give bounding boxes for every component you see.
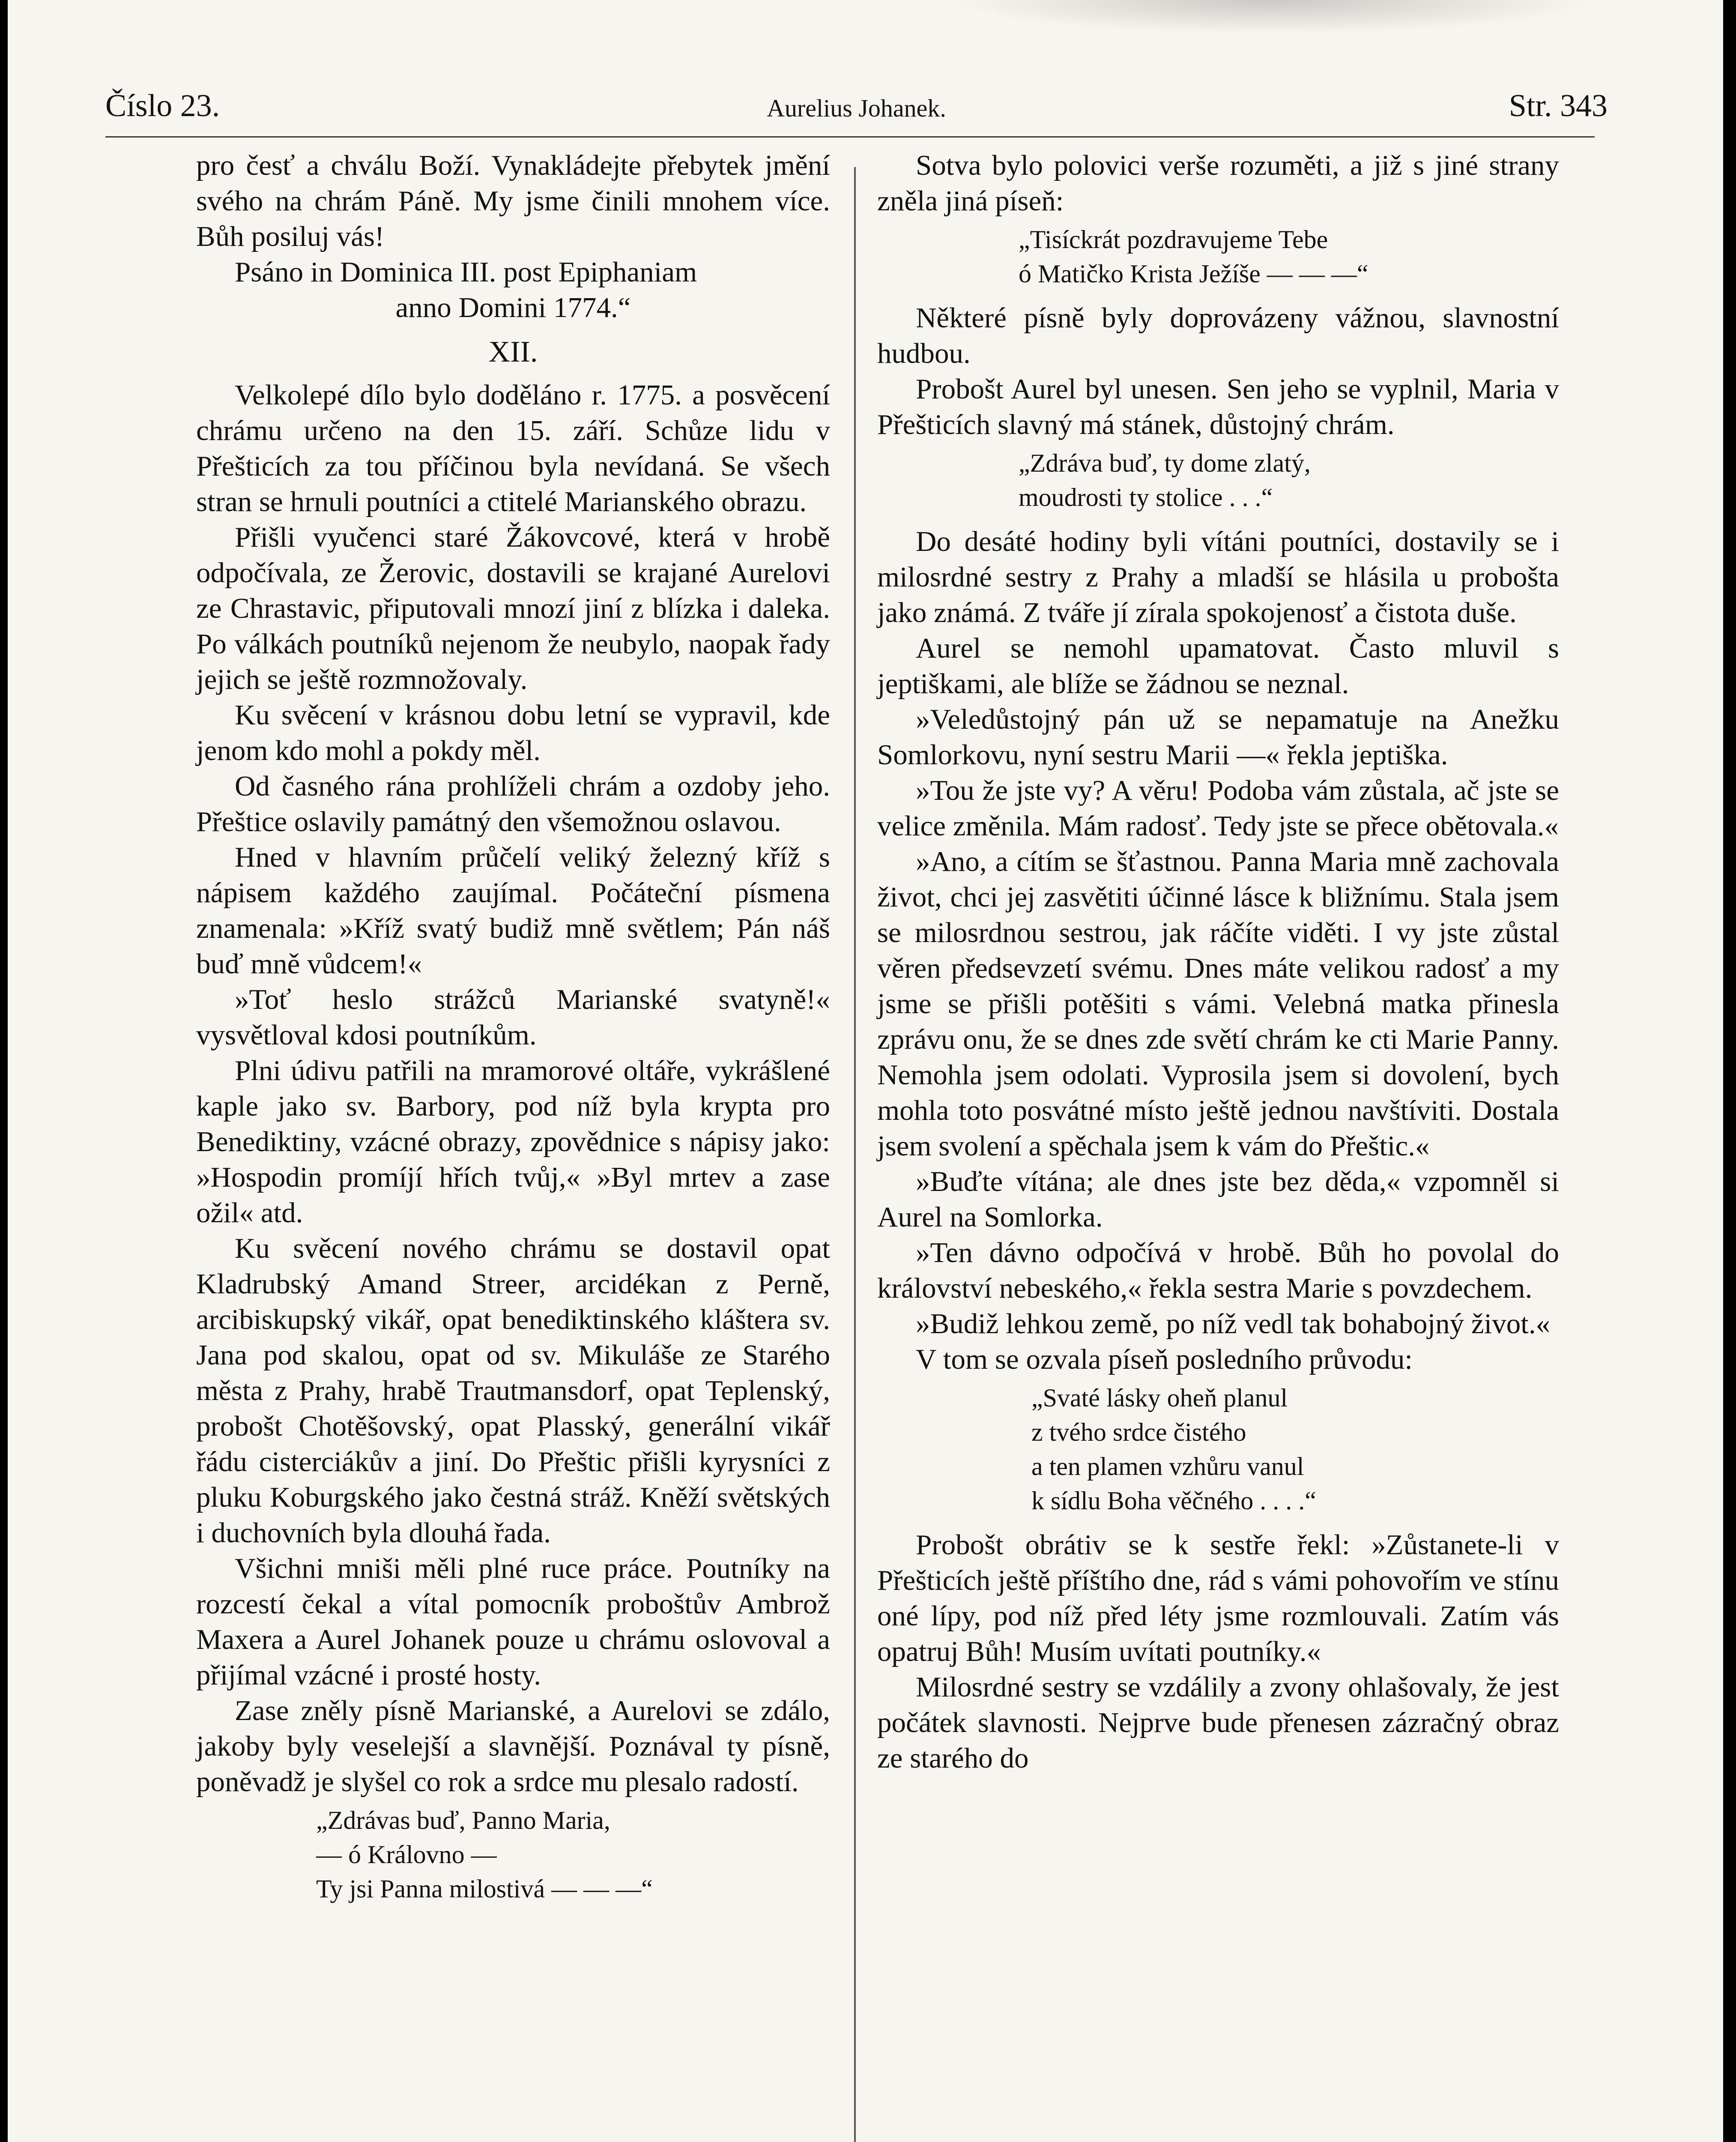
paragraph: Sotva bylo polovici verše rozuměti, a již s jiné strany zněla jiná píseň: bbox=[877, 150, 1559, 217]
chapter-heading: XII. bbox=[488, 335, 538, 368]
paragraph: Ku svěcení nového chrámu se dostavil opat Kladrubský Amand Streer, arcidékan z Perně, arcibiskupský vikář, opat benediktinského kláštera sv. Jana pod skalou, opat od sv. Mikuláše ze Starého města z Prahy, hrabě Trautmansdorf, opat Teplenský, probošt Chotěšovský, opat Plasský, generální vikář řádu cisterciákův a jiní. Do Přeštic přišli kyrysníci z pluku Koburgského jako čestná stráž. Kněží světských i duchovních byla dlouhá řada. bbox=[196, 1233, 830, 1549]
paragraph: Probošt obrátiv se k sestře řekl: »Zůstanete-li v Přešticích ještě příštího dne, rád s vámi pohovořím ve stínu oné lípy, pod níž před léty jsme rozmlouvali. Zatím vás opatruj Bůh! Musím uvítati poutníky.« bbox=[877, 1529, 1559, 1667]
hymn-verse bbox=[877, 222, 1559, 291]
paragraph: Velkolepé dílo bylo doděláno r. 1775. a posvěcení chrámu určeno na den 15. září. Schůze lidu v Přešticích za tou příčinou byla nevídaná. Se všech stran se hrnuli poutníci a ctitelé Marianského obrazu. bbox=[196, 379, 830, 518]
paragraph: Všichni mniši měli plné ruce práce. Poutníky na rozcestí čekal a vítal pomocník proboštův Ambrož Maxera a Aurel Johanek pouze u chrámu oslovoval a přijímal vzácné i prosté hosty. bbox=[196, 1553, 830, 1691]
paragraph: Probošt Aurel byl unesen. Sen jeho se vyplnil, Maria v Přešticích slavný má stánek, důstojný chrám. bbox=[877, 373, 1559, 440]
paragraph: »Ten dávno odpočívá v hrobě. Bůh ho povolal do království nebeského,« řekla sestra Marie s povzdechem. bbox=[877, 1237, 1559, 1304]
right-column bbox=[877, 148, 1559, 1776]
page bbox=[8, 0, 1723, 2142]
paragraph: »Ano, a cítím se šťastnou. Panna Maria mně zachovala život, chci jej zasvětiti účinné lásce k bližnímu. Stala jsem se milosrdnou sestrou, jak ráčíte viděti. I vy jste zůstal věren předsevzetí svému. Dnes máte velikou radosť a my jsme se přišli potěšiti s vámi. Velebná matka přinesla zprávu onu, že se dnes zde světí chrám ke cti Marie Panny. Nemohla jsem odolati. Vyprosila jsem si dovolení, bych mohla toto posvátné místo ještě jednou navštíviti. Dostala jsem svolení a spěchala jsem k vám do Přeštic.« bbox=[877, 846, 1559, 1162]
paragraph: »Toť heslo strážců Marianské svatyně!« vysvětloval kdosi poutníkům. bbox=[196, 984, 830, 1051]
hymn-verse bbox=[196, 1803, 830, 1906]
verse-line: a ten plamen vzhůru vanul bbox=[1031, 1452, 1304, 1481]
column-divider bbox=[854, 167, 856, 2142]
verse-line: z tvého srdce čistého bbox=[1031, 1418, 1246, 1446]
verse-line: — ó Královno — bbox=[316, 1840, 497, 1869]
verse-line: „Zdráva buď, ty dome zlatý, bbox=[1019, 449, 1311, 477]
paragraph: Některé písně byly doprovázeny vážnou, slavnostní hudbou. bbox=[877, 302, 1559, 369]
paragraph: Psáno in Dominica III. post Epiphaniam bbox=[235, 256, 697, 288]
hymn-verse bbox=[877, 446, 1559, 515]
verse-line: „Tisíckrát pozdravujeme Tebe bbox=[1019, 225, 1328, 254]
paragraph: Aurel se nemohl upamatovat. Často mluvil s jeptiškami, ale blíže se žádnou se neznal. bbox=[877, 632, 1559, 700]
paragraph: »Buďte vítána; ale dnes jste bez děda,« vzpomněl si Aurel na Somlorka. bbox=[877, 1166, 1559, 1233]
verse-line: ó Matičko Krista Ježíše — — —“ bbox=[1019, 260, 1368, 288]
paragraph: Do desáté hodiny byli vítáni poutníci, dostavily se i milosrdné sestry z Prahy a mladší se hlásila u probošta jako známá. Z tváře jí zírala spokojenosť a čistota duše. bbox=[877, 526, 1559, 628]
verse-line: „Svaté lásky oheň planul bbox=[1031, 1384, 1288, 1412]
verse-line: „Zdrávas buď, Panno Maria, bbox=[316, 1806, 610, 1834]
running-header bbox=[105, 88, 1608, 135]
paragraph: Přišli vyučenci staré Žákovcové, která v hrobě odpočívala, ze Žerovic, dostavili se krajané Aurelovi ze Chrastavic, připutovali mnozí jiní z blízka i daleka. Po válkách poutníků nejenom že neubylo, naopak řady jejich se ještě rozmnožovaly. bbox=[196, 521, 830, 695]
paragraph: Plni údivu patřili na mramorové oltáře, vykrášlené kaple jako sv. Barbory, pod níž byla krypta pro Benediktiny, vzácné obrazy, zpovědnice s nápisy jako: »Hospodin promíjí hřích tvůj,« »Byl mrtev a zase ožil« atd. bbox=[196, 1055, 830, 1229]
header-author: Aurelius Johanek. bbox=[767, 94, 946, 122]
paragraph: Hned v hlavním průčelí veliký železný kříž s nápisem každého zaujímal. Počáteční písmena znamenala: »Kříž svatý budiž mně světlem; Pán náš buď mně vůdcem!« bbox=[196, 841, 830, 980]
paragraph: »Budiž lehkou země, po níž vedl tak bohabojný život.« bbox=[916, 1308, 1551, 1340]
header-rule bbox=[105, 136, 1595, 138]
paragraph: »Tou že jste vy? A věru! Podoba vám zůstala, ač jste se velice změnila. Mám radosť. Tedy jste se přece obětovala.« bbox=[877, 775, 1559, 842]
signature-date: anno Domini 1774.“ bbox=[395, 292, 631, 323]
paper-scuff bbox=[950, 0, 1593, 34]
paragraph: pro česť a chválu Boží. Vynakládejte přebytek jmění svého na chrám Páně. My jsme činili mnohem více. Bůh posiluj vás! bbox=[196, 150, 830, 252]
hymn-verse bbox=[877, 1381, 1559, 1518]
paragraph: Ku svěcení v krásnou dobu letní se vypravil, kde jenom kdo mohl a pokdy měl. bbox=[196, 699, 830, 766]
paragraph: Zase zněly písně Marianské, a Aurelovi se zdálo, jakoby byly veselejší a slavnější. Poznával ty písně, poněvadž je slyšel co rok a srdce mu plesalo radostí. bbox=[196, 1695, 830, 1798]
page-number: Str. 343 bbox=[1509, 88, 1608, 123]
left-column bbox=[196, 148, 830, 1915]
paragraph: V tom se ozvala píseň posledního průvodu: bbox=[916, 1343, 1413, 1375]
paragraph: Od časného rána prohlíželi chrám a ozdoby jeho. Přeštice oslavily památný den všemožnou oslavou. bbox=[196, 770, 830, 838]
issue-number: Číslo 23. bbox=[105, 88, 220, 123]
paragraph: Milosrdné sestry se vzdálily a zvony ohlašovaly, že jest počátek slavnosti. Nejprve bude přenesen zázračný obraz ze starého do bbox=[877, 1671, 1559, 1774]
verse-line: k sídlu Boha věčného . . . .“ bbox=[1031, 1487, 1316, 1515]
verse-line: Ty jsi Panna milostivá — — —“ bbox=[316, 1875, 653, 1903]
verse-line: moudrosti ty stolice . . .“ bbox=[1019, 483, 1273, 512]
paragraph: »Veledůstojný pán už se nepamatuje na Anežku Somlorkovu, nyní sestru Marii —« řekla jeptiška. bbox=[877, 703, 1559, 771]
